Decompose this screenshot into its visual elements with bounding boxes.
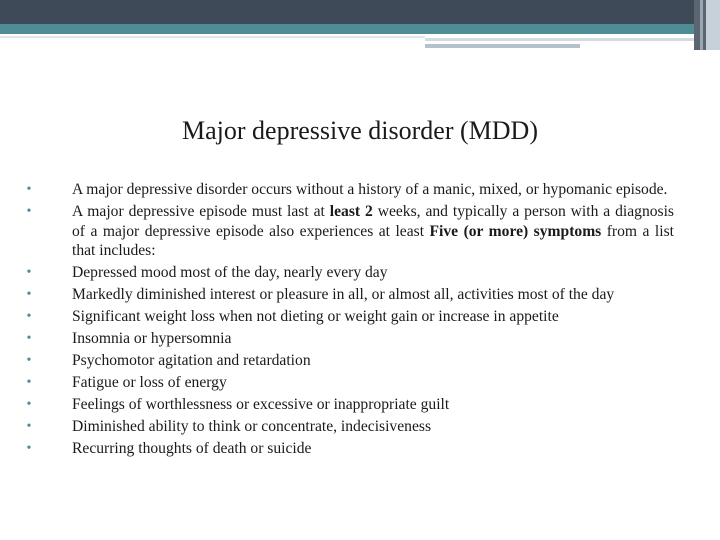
header-bar: [0, 0, 720, 24]
bullet-text-bold: Five (or more) symptoms: [429, 222, 602, 240]
bullet-icon: •: [26, 331, 32, 346]
bullet-icon: •: [26, 204, 32, 219]
bullet-icon: •: [26, 182, 32, 197]
bullet-item: [22, 351, 674, 371]
bullet-text: Markedly diminished interest or pleasure in all, or almost all, activities most of the day: [72, 286, 615, 303]
bullet-item: [22, 417, 674, 437]
bullet-text: Recurring thoughts of death or suicide: [72, 440, 312, 457]
bullet-icon: •: [26, 441, 32, 456]
bullet-text: Insomnia or hypersomnia: [72, 330, 232, 347]
bullet-icon: •: [26, 309, 32, 324]
bullet-icon: •: [26, 419, 32, 434]
bullet-item: [22, 439, 674, 459]
bullet-item: [22, 373, 674, 393]
decorative-corner-block: [706, 0, 720, 50]
bullet-text: from a list that includes:: [72, 222, 674, 259]
bullet-item: [22, 285, 674, 305]
bullet-text: Fatigue or loss of energy: [72, 374, 227, 391]
bullet-item: [22, 263, 674, 283]
bullet-icon: •: [26, 287, 32, 302]
bullet-icon: •: [26, 353, 32, 368]
bullet-text: A major depressive disorder occurs without a history of a manic, mixed, or hypomanic episode.: [72, 181, 668, 198]
bullet-item: [22, 202, 674, 261]
bullet-text: A major depressive episode must last at: [72, 203, 330, 220]
decorative-corner-block: [700, 0, 703, 50]
bullet-text: Significant weight loss when not dieting or weight gain or increase in appetite: [72, 308, 559, 325]
bullet-list: [22, 180, 674, 461]
bullet-text-bold: least 2: [329, 203, 373, 220]
decorative-rule: [425, 44, 580, 48]
bullet-item: [22, 180, 674, 200]
bullet-icon: •: [26, 265, 32, 280]
bullet-icon: •: [26, 375, 32, 390]
bullet-text: Depressed mood most of the day, nearly every day: [72, 264, 388, 281]
decorative-rule: [0, 36, 425, 38]
bullet-text: Psychomotor agitation and retardation: [72, 352, 311, 369]
bullet-item: [22, 395, 674, 415]
bullet-item: [22, 329, 674, 349]
bullet-item: [22, 307, 674, 327]
bullet-text: Feelings of worthlessness or excessive or inappropriate guilt: [72, 396, 450, 413]
bullet-icon: •: [26, 397, 32, 412]
header-accent-bar: [0, 24, 720, 34]
bullet-text: Diminished ability to think or concentrate, indecisiveness: [72, 418, 432, 435]
bullet-text: weeks, and typically a person with a diagnosis of a major depressive episode also experiences at least: [72, 203, 675, 240]
decorative-rule: [425, 38, 695, 41]
slide-title: Major depressive disorder (MDD): [182, 116, 538, 145]
